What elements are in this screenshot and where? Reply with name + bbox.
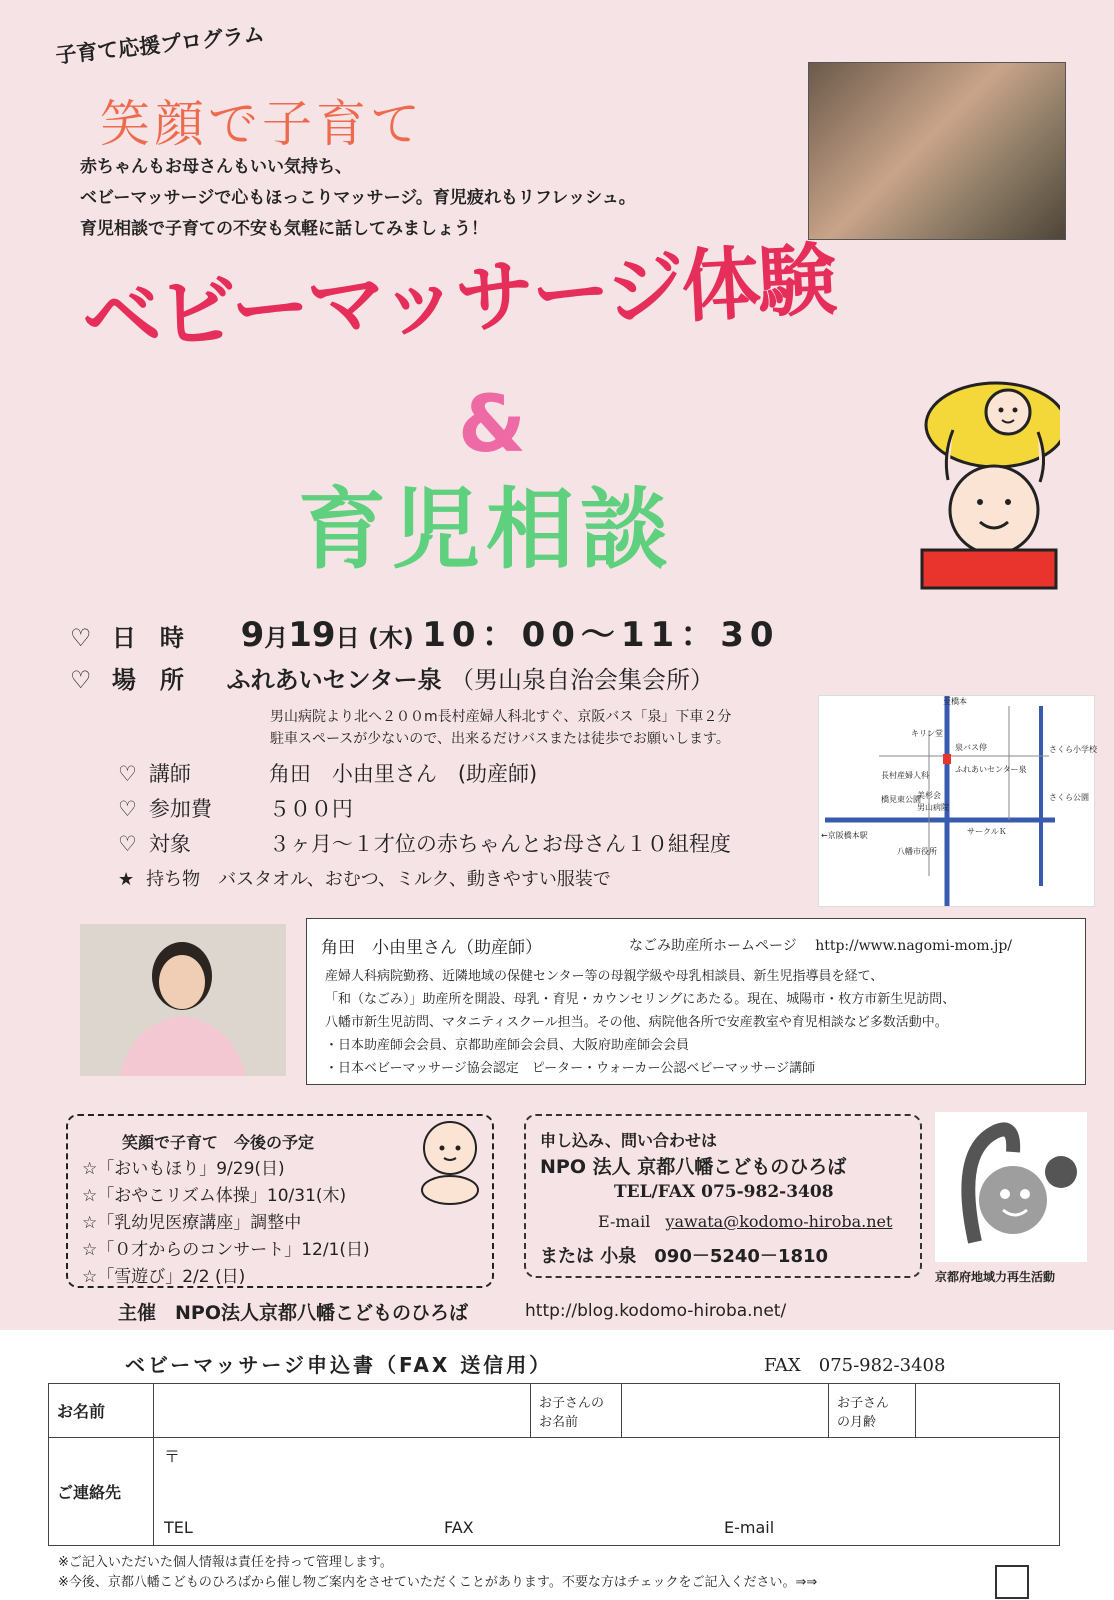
place-row: [70, 660, 714, 695]
info-fee: [118, 793, 353, 823]
intro-line: 赤ちゃんもお母さんもいい気持ち、: [80, 157, 352, 177]
bio-site-label: なごみ助産所ホームページ: [629, 938, 797, 954]
access-line: 駐車スペースが少ないので、出来るだけバスまたは徒歩でお願いします。: [270, 731, 730, 747]
bio-line: 八幡市新生児訪問、マタニティスクール担当。その他、病院他各所で安産教室や育児相談など多数活動中。: [325, 1015, 948, 1030]
child-age-field[interactable]: [916, 1384, 1060, 1438]
contact-label: ご連絡先: [49, 1438, 154, 1546]
map-label: サークルＫ: [967, 827, 1007, 836]
host-org: 主催 NPO法人京都八幡こどものひろば: [118, 1302, 468, 1324]
map-label: さくら小学校: [1049, 745, 1097, 754]
schedule-item: ☆「おやこリズム体操」10/31(木): [82, 1186, 347, 1206]
bio-line: 「和（なごみ）」助産所を開設、母乳・育児・カウンセリングにあたる。現在、城陽市・枚方市新生児訪問、: [325, 992, 956, 1007]
email-link[interactable]: yawata@kodomo-hiroba.net: [665, 1212, 893, 1231]
date-label: 日 時: [111, 624, 184, 652]
heart-icon: ♡: [118, 797, 137, 821]
main-title: ベビーマッサージ体験: [79, 233, 836, 365]
main-title-second: 育児相談: [298, 478, 675, 581]
note-line: ※今後、京都八幡こどものひろばから催し物ご案内をさせていただくことがあります。不要な方はチェックをご記入ください。⇒⇒: [58, 1575, 818, 1590]
baby-illustration: [908, 370, 1060, 590]
contact-box: [524, 1114, 922, 1278]
schedule-item: ☆「雪遊び」2/2 (日): [82, 1267, 246, 1287]
program-label: 子育て応援プログラム: [54, 22, 266, 68]
subtitle: 笑顔で子育て: [100, 95, 424, 153]
date-month-unit: 月: [264, 624, 289, 652]
star-icon: ★: [118, 869, 135, 890]
info-label: 講師: [148, 762, 191, 786]
map-label: 橋見東公園: [881, 795, 921, 804]
date-month: 9: [240, 615, 265, 655]
logo-mark-icon: [935, 1112, 1087, 1262]
schedule-item: ☆「乳幼児医療講座」調整中: [82, 1213, 302, 1233]
logo-caption: 京都府地域力再生活動: [935, 1270, 1056, 1284]
access-info: [270, 706, 731, 750]
map-label: さくら公園: [1049, 793, 1089, 802]
contact-field[interactable]: [154, 1438, 1060, 1546]
contact-email-row: [598, 1212, 892, 1231]
access-map: [818, 695, 1095, 907]
bio-text: [325, 965, 955, 1080]
heart-icon: ♡: [118, 762, 137, 786]
instructor-bio: [306, 918, 1086, 1085]
child-age-label: お子さん の月齢: [829, 1384, 916, 1438]
map-label: 至橋本: [943, 697, 967, 706]
info-label: 対象: [148, 832, 191, 856]
date-day: 19: [288, 615, 336, 655]
title-ampersand: &: [458, 380, 527, 470]
map-label: 泉バス停: [955, 743, 987, 752]
info-instructor: [118, 758, 537, 788]
sitting-baby-illustration: [414, 1118, 486, 1206]
bio-site: [629, 935, 1012, 955]
date-row: [70, 607, 780, 656]
place-value: ふれあいセンター泉: [226, 666, 442, 694]
email-label: E-mail: [598, 1212, 651, 1231]
map-label: ふれあいセンター泉: [955, 765, 1027, 774]
heart-icon: ♡: [70, 624, 92, 652]
date-weekday: (木): [367, 624, 414, 652]
blog-link[interactable]: http://blog.kodomo-hiroba.net/: [525, 1301, 787, 1321]
info-value: 角田 小由里さん (助産師): [268, 762, 538, 786]
email-field-label: E-mail: [724, 1518, 775, 1537]
place-note: （男山泉自治会集会所）: [450, 666, 714, 694]
name-field[interactable]: [154, 1384, 531, 1438]
contact-telfax: TEL/FAX 075-982-3408: [614, 1182, 834, 1202]
map-label: 長村産婦人科: [881, 771, 929, 780]
bio-line: ・日本助産師会会員、京都助産師会会員、大阪府助産師会会員: [325, 1038, 690, 1053]
map-label: キリン堂: [911, 729, 943, 738]
date-day-unit: 日: [335, 624, 360, 652]
contact-alt-phone: または 小泉 090－5240－1810: [540, 1246, 829, 1267]
tel-label: TEL: [164, 1518, 193, 1537]
application-form: [48, 1383, 1060, 1546]
info-value: バスタオル、おむつ、ミルク、動きやすい服装で: [218, 869, 611, 890]
map-label: 美杉会: [917, 791, 941, 800]
heart-icon: ♡: [70, 666, 92, 694]
bio-name: 角田 小由里さん（助産師）: [321, 938, 542, 958]
child-name-label: お子さんの お名前: [531, 1384, 622, 1438]
schedule-item: ☆「おいもほり」9/29(日): [82, 1159, 285, 1179]
schedule-list: [82, 1156, 370, 1291]
place-label: 場 所: [111, 666, 184, 694]
map-label: ←京阪橋本駅: [821, 831, 868, 840]
bio-url-link[interactable]: http://www.nagomi-mom.jp/: [815, 938, 1012, 954]
bio-line: 産婦人科病院勤務、近隣地域の保健センター等の母親学級や母乳相談員、新生児指導員を経て、: [325, 969, 884, 984]
postal-mark: 〒: [164, 1447, 181, 1466]
contact-heading: 申し込み、問い合わせは: [540, 1131, 717, 1150]
name-label: お名前: [49, 1384, 154, 1438]
map-label: 八幡市役所: [897, 847, 937, 856]
intro-line: 育児相談で子育ての不安も気軽に話してみましょう！: [80, 219, 488, 239]
date-time: 10：00～11：30: [422, 615, 780, 655]
form-title: ベビーマッサージ申込書（FAX 送信用）: [125, 1353, 553, 1377]
info-value: ３ヶ月～１才位の赤ちゃんとお母さん１０組程度: [268, 832, 731, 856]
fax-label: FAX: [444, 1518, 474, 1537]
note-line: ※ご記入いただいた個人情報は責任を持って管理します。: [58, 1555, 393, 1570]
info-value: ５００円: [268, 797, 353, 821]
info-label: 持ち物: [146, 869, 201, 890]
bio-line: ・日本ベビーマッサージ協会認定 ピーター・ウォーカー公認ベビーマッサージ講師: [325, 1061, 816, 1076]
baby-massage-photo: [808, 62, 1066, 240]
instructor-photo: [80, 924, 286, 1076]
heart-icon: ♡: [118, 832, 137, 856]
info-belongings: [118, 865, 611, 891]
opt-out-checkbox[interactable]: [995, 1565, 1029, 1599]
info-label: 参加費: [148, 797, 212, 821]
access-line: 男山病院より北へ２００m長村産婦人科北すぐ、京阪バス「泉」下車２分: [270, 709, 732, 725]
info-target: [118, 828, 731, 858]
schedule-item: ☆「０才からのコンサート」12/1(日): [82, 1240, 370, 1260]
intro-line: ベビーマッサージで心もほっこりマッサージ。育児疲れもリフレッシュ。: [80, 188, 636, 208]
schedule-title: 笑顔で子育て 今後の予定: [122, 1133, 315, 1152]
contact-org: NPO 法人 京都八幡こどものひろば: [540, 1156, 847, 1178]
form-fax-number: FAX 075-982-3408: [764, 1355, 946, 1376]
form-notes: [58, 1553, 817, 1593]
regional-logo: [935, 1112, 1087, 1290]
map-label: 男山病院: [917, 803, 949, 812]
upcoming-schedule: [66, 1114, 494, 1288]
child-name-field[interactable]: [622, 1384, 829, 1438]
